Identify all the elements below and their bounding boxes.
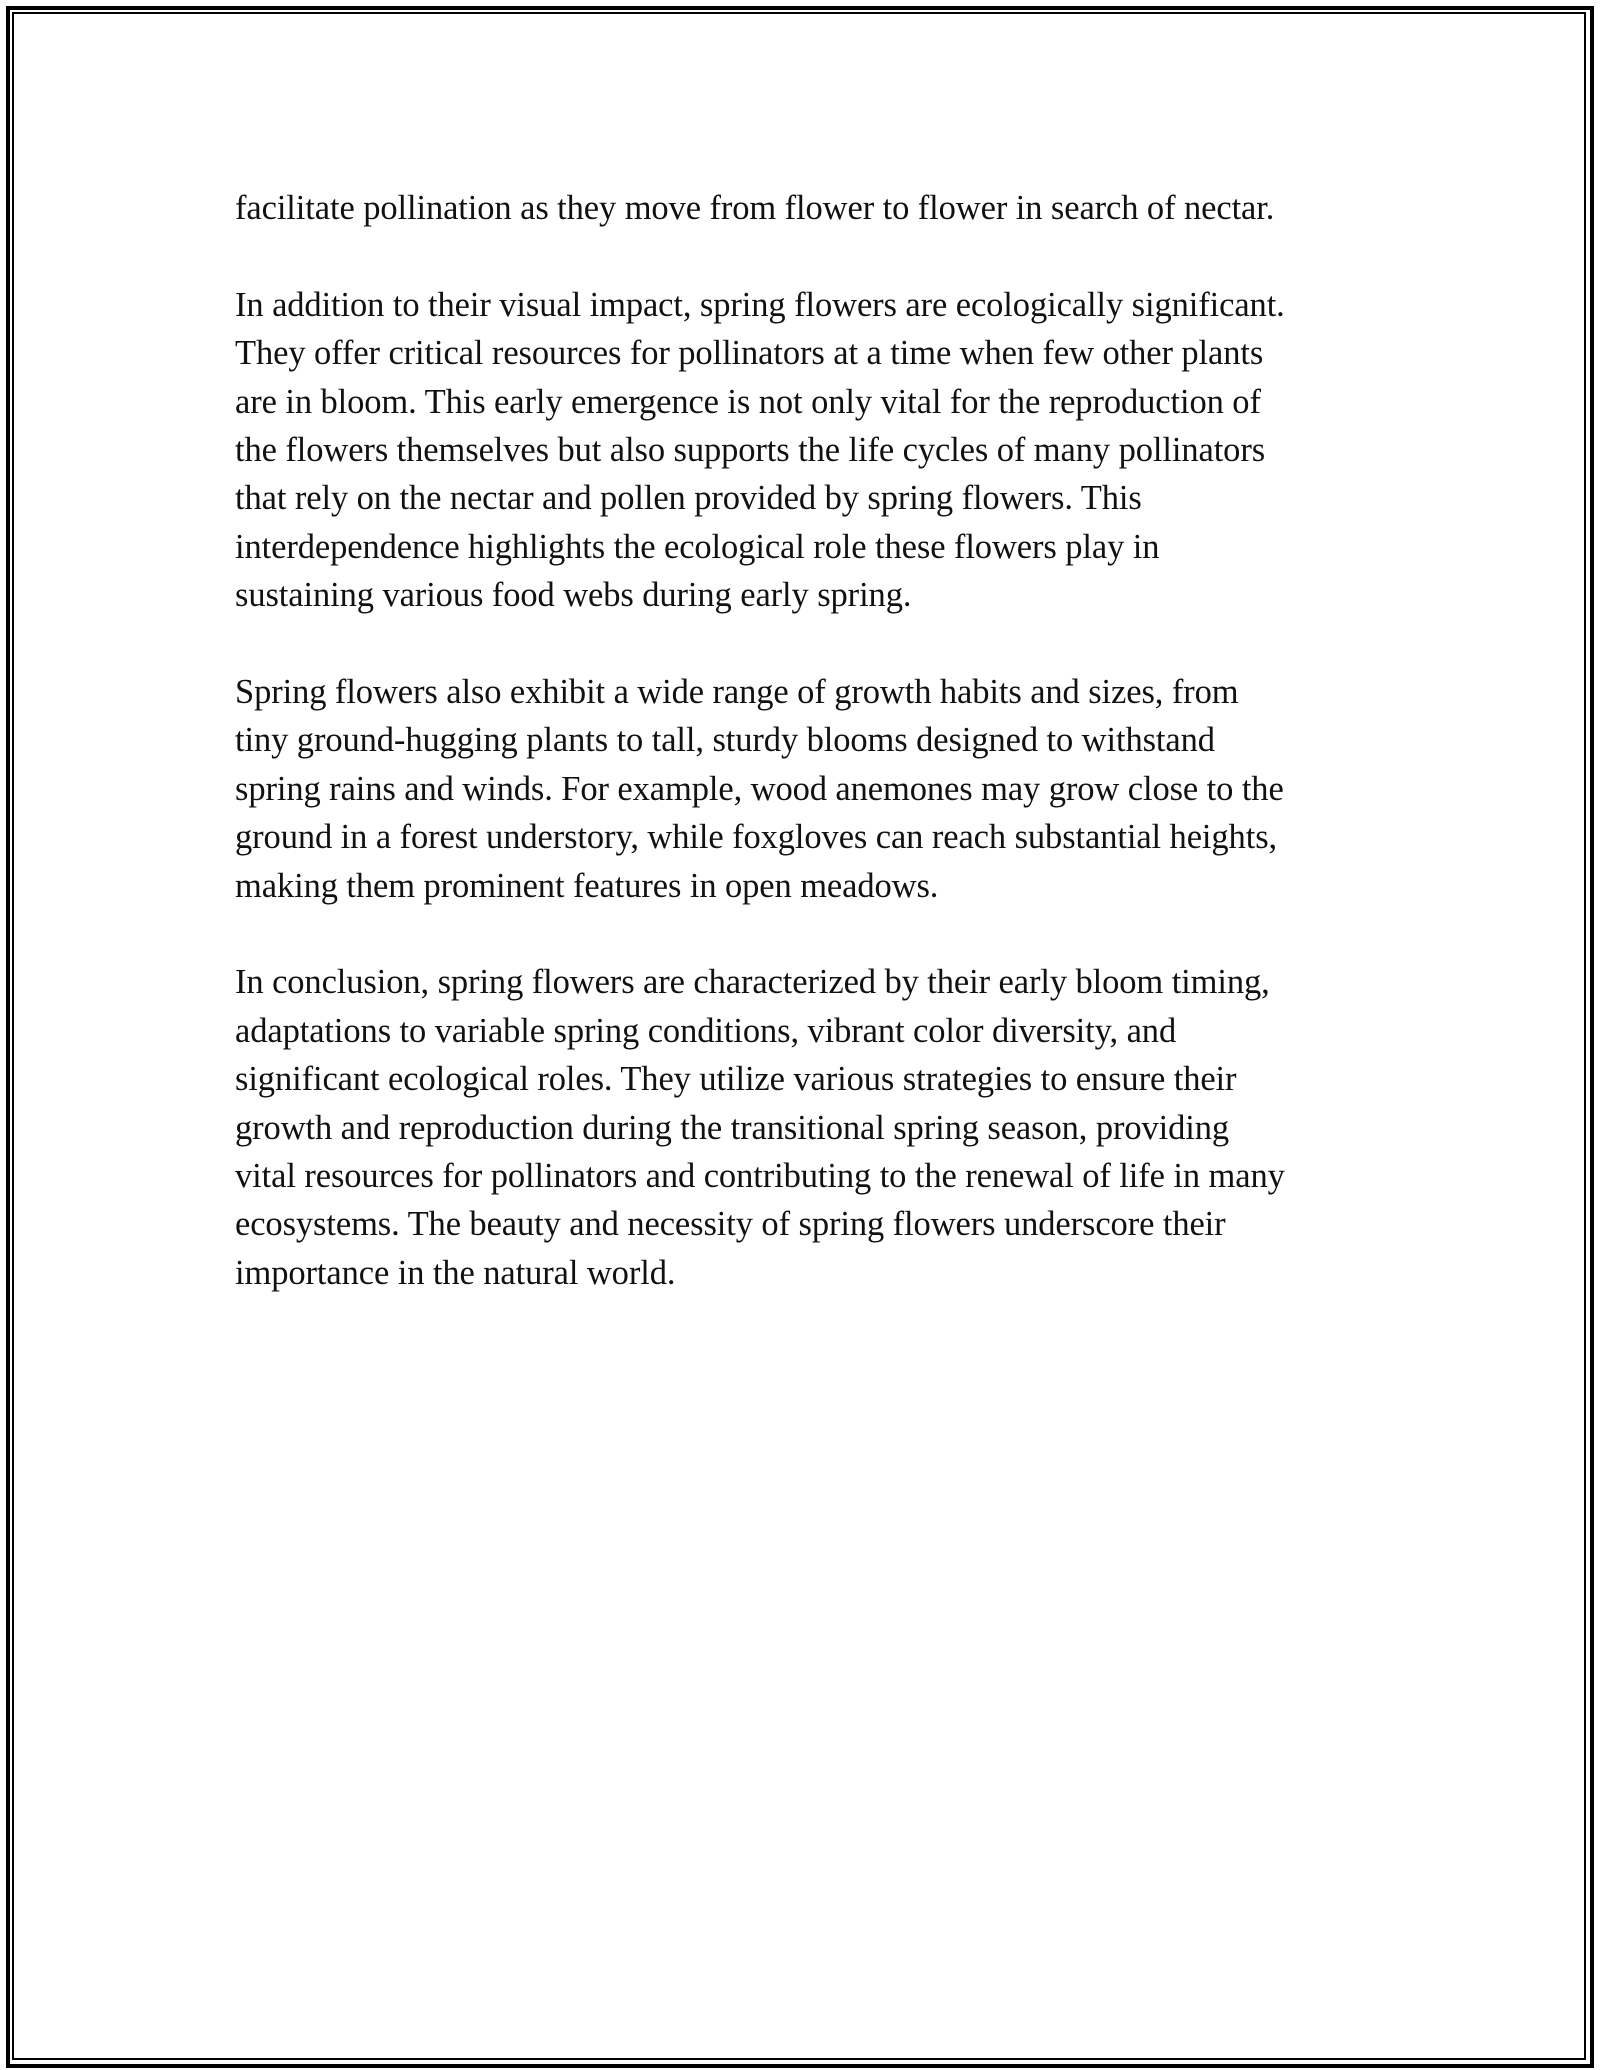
document-body [235, 184, 1365, 1346]
paragraph-4: In conclusion, spring flowers are characterized by their early bloom timing, adaptations to variable spring conditions, vibrant color diversity, and significant ecological roles. They utilize various strategies to ensure their growth and reproduction during the transitional spring season, providing vital resources for pollinators and contributing to the renewal of life in many ecosystems. The beauty and necessity of spring flowers underscore their importance in the natural world. [235, 963, 1285, 1292]
paragraph-3: Spring flowers also exhibit a wide range of growth habits and sizes, from tiny ground-hugging plants to tall, sturdy blooms designed to withstand spring rains and winds. For example, wood anemones may grow close to the ground in a forest understory, while foxgloves can reach substantial heights, making them prominent features in open meadows. [235, 673, 1284, 905]
paragraph-2: In addition to their visual impact, spring flowers are ecologically significant. They offer critical resources for pollinators at a time when few other plants are in bloom. This early emergence is not only vital for the reproduction of the flowers themselves but also supports the life cycles of many pollinators that rely on the nectar and pollen provided by spring flowers. This interdependence highlights the ecological role these flowers play in sustaining various food webs during early spring. [235, 285, 1285, 615]
paragraph-1: facilitate pollination as they move from flower to flower in search of nectar. [235, 189, 1275, 227]
